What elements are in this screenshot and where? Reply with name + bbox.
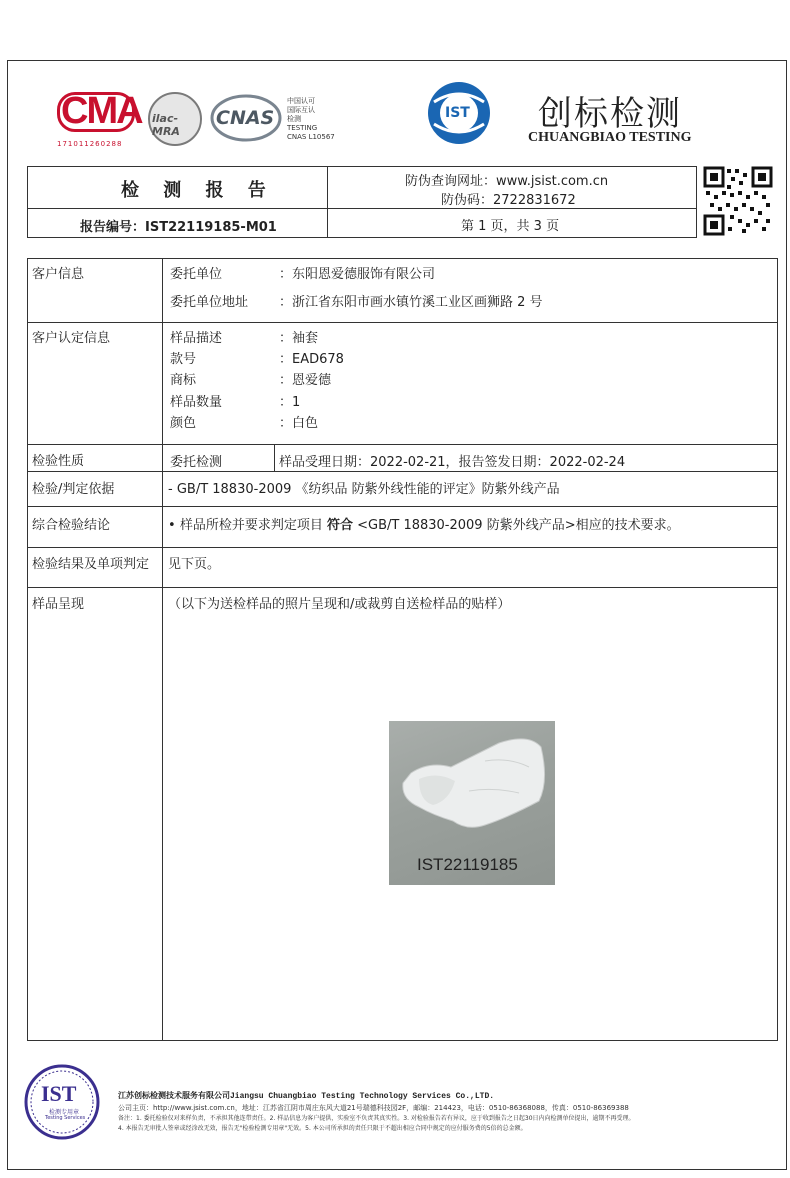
anti-fake-code: 防伪码：2722831672 <box>441 193 576 208</box>
report-number: 报告编号：IST22119185-M01 <box>80 220 277 235</box>
company-name-cn: 创标检测 <box>538 94 682 134</box>
footer-line-2: 备注：1. 委托检验仅对来样负责，不承担其他连带责任。2. 样品信息为客户提供，实验室不负责其真实性。3. 对检验报告若有异议，应于收到报告之日起30日内向检测单位提出，逾期不再受理。 <box>118 1115 635 1122</box>
report-title: 检 测 报 告 <box>121 180 275 201</box>
ilac-logo-text: ilac-MRA <box>152 112 180 138</box>
cnas-line: TESTING <box>287 124 318 132</box>
cma-logo <box>55 88 142 150</box>
bullet: • <box>168 518 176 533</box>
qr-code <box>703 166 773 236</box>
footer-company-line: 江苏创标检测技术服务有限公司Jiangsu Chuangbiao Testing Technology Services Co.,LTD. <box>118 1092 495 1101</box>
footer-line-1: 公司主页：http://www.jsist.com.cn，地址：江苏省江阴市周庄东风大道21号瑞德科技园2F，邮编：214423，电话：0510-86368088，传真：0510-86369388 <box>118 1104 629 1112</box>
cnas-logo-text: CNAS <box>216 107 275 129</box>
sample-photo <box>389 721 555 885</box>
style-no-label: 款号 <box>170 352 197 367</box>
seal-top-text: IST <box>41 1081 77 1106</box>
sample-section-content-cell <box>162 322 778 445</box>
client-value: ：东阳恩爱德服饰有限公司 <box>279 267 436 282</box>
cma-number: 171011260288 <box>57 140 123 148</box>
brand-value: ：恩爱德 <box>279 373 332 388</box>
conclusion-section-label: 综合检验结论 <box>32 518 111 533</box>
conclusion-verdict: 符合 <box>326 518 353 533</box>
sample-section-label: 客户认定信息 <box>32 331 111 346</box>
brand-label: 商标 <box>170 373 197 388</box>
color-value: ：白色 <box>279 416 319 431</box>
basis-section-label: 检验/判定依据 <box>32 482 115 497</box>
result-content-cell <box>162 547 778 588</box>
quantity-value: ：1 <box>279 395 301 410</box>
footer-line-3: 4. 本报告无审批人签章或经涂改无效，报告无"检验检测专用章"无效。5. 本公司所承担的责任只限于不超出相应合同中规定的应付服务费的5倍的总金额。 <box>118 1125 527 1132</box>
result-text: 见下页。 <box>168 557 221 572</box>
client-section-label: 客户信息 <box>32 267 85 282</box>
seal-sub2: Testing Services <box>45 1115 86 1121</box>
cma-logo-text: CMA <box>61 90 142 132</box>
nature-section-label: 检验性质 <box>32 454 85 469</box>
nature-dates: 样品受理日期：2022-02-21，报告签发日期：2022-02-24 <box>279 455 626 470</box>
conclusion-text-a: 样品所检并要求判定项目 <box>179 518 327 533</box>
seal-sub1: 检测专用章 <box>49 1109 80 1116</box>
ist-logo-text: IST <box>445 105 470 121</box>
nature-type: 委托检测 <box>170 455 223 470</box>
presentation-section-label: 样品呈现 <box>32 597 85 612</box>
cnas-line: 检测 <box>287 115 301 123</box>
basis-text: - GB/T 18830-2009 《纺织品 防紫外线性能的评定》防紫外线产品 <box>168 482 560 497</box>
cnas-logo <box>210 93 282 143</box>
quantity-label: 样品数量 <box>170 395 223 410</box>
ist-seal <box>24 1064 100 1140</box>
photo-label: IST22119185 <box>417 855 518 874</box>
sample-desc-value: ：袖套 <box>279 331 319 346</box>
cnas-line: CNAS L10567 <box>287 133 335 141</box>
qr-code-icon <box>703 166 773 236</box>
presentation-note: （以下为送检样品的照片呈现和/或裁剪自送检样品的贴样） <box>168 597 511 612</box>
style-no-value: ：EAD678 <box>279 352 344 367</box>
company-name-en: CHUANGBIAO TESTING <box>528 130 692 145</box>
result-section-label: 检验结果及单项判定 <box>32 557 150 572</box>
client-address-value: ：浙江省东阳市画水镇竹溪工业区画狮路 2 号 <box>279 295 543 310</box>
cnas-line: 国际互认 <box>287 106 315 114</box>
client-label: 委托单位 <box>170 267 223 282</box>
conclusion-text <box>168 514 680 533</box>
client-address-label: 委托单位地址 <box>170 295 249 310</box>
conclusion-text-b: <GB/T 18830-2009 防紫外线产品>相应的技术要求。 <box>352 518 680 533</box>
cnas-line: 中国认可 <box>287 97 315 105</box>
presentation-label-cell <box>27 587 163 1041</box>
ist-logo <box>426 80 492 146</box>
cnas-caption <box>287 97 335 142</box>
ilac-mra-logo <box>148 92 202 146</box>
page-info: 第 1 页，共 3 页 <box>461 219 560 234</box>
sample-desc-label: 样品描述 <box>170 331 223 346</box>
anti-fake-url: 防伪查询网址：www.jsist.com.cn <box>405 174 609 189</box>
color-label: 颜色 <box>170 416 197 431</box>
